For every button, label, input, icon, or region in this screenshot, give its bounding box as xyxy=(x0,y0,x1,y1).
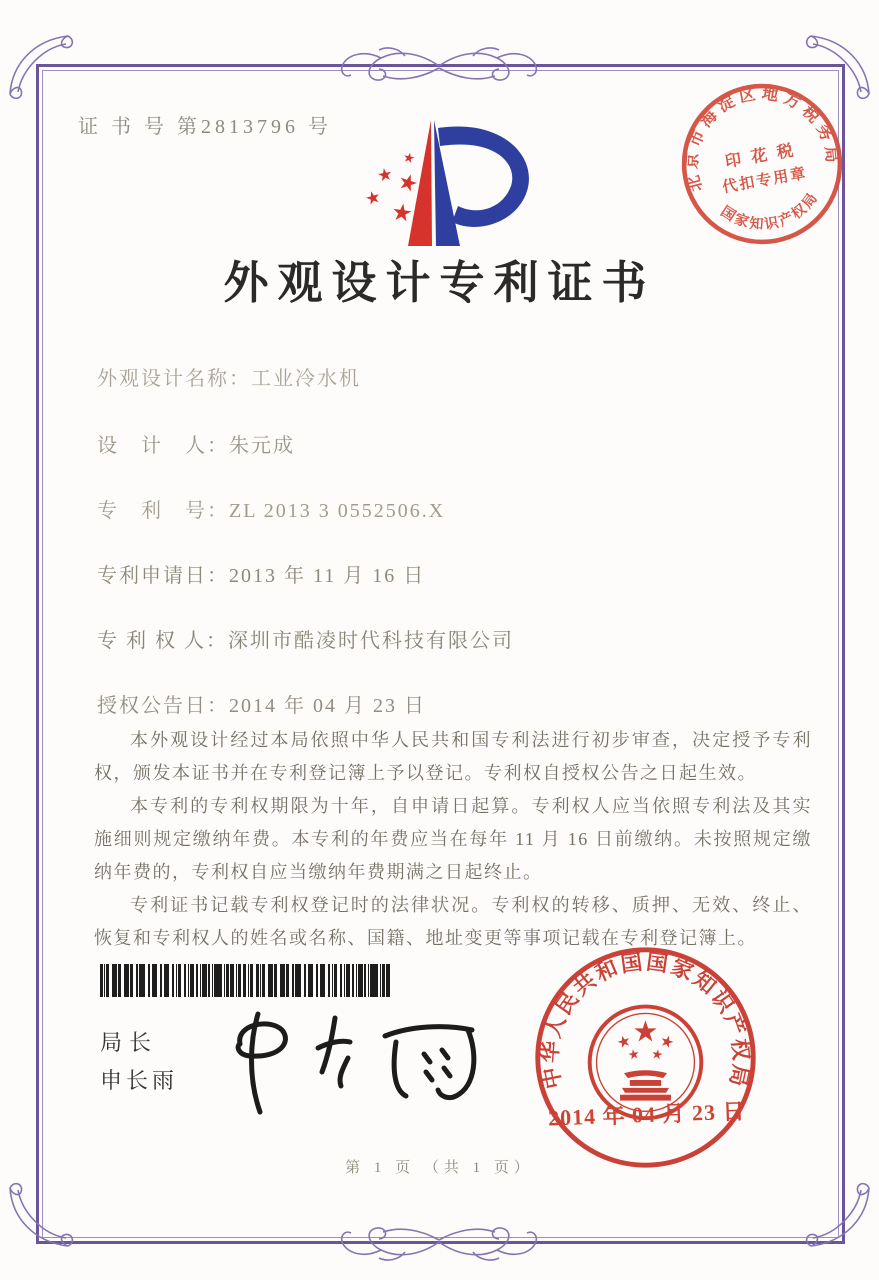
paragraph-term-fees: 本专利的专利权期限为十年，自申请日起算。专利权人应当依照专利法及其实施细则规定缴纳年费。本专利的年费应当在每年 11 月 16 日前缴纳。未按照规定缴纳年费的，专利权自应当缴纳年费期满之日起终止。 xyxy=(94,796,812,882)
field-grant-date xyxy=(97,689,426,718)
star-icon xyxy=(634,1020,656,1041)
field-label: 外观设计名称 xyxy=(97,368,229,390)
field-value: 2013 年 11 月 16 日 xyxy=(229,565,426,587)
field-colon: ： xyxy=(207,695,229,717)
field-value: 朱元成 xyxy=(229,435,295,457)
field-colon: ： xyxy=(207,565,229,587)
tax-stamp-arc-bottom-text: 国家知识产权局 xyxy=(717,189,822,234)
field-colon: ： xyxy=(206,630,228,652)
page-footer: 第 1 页 （共 1 页） xyxy=(345,1160,534,1176)
seal-date-overlay: 2014 年 04 月 23 日 xyxy=(547,1098,746,1131)
field-label: 专 利 权 人 xyxy=(97,630,206,652)
corner-ornament-top-left xyxy=(4,30,74,100)
field-label: 授权公告日 xyxy=(97,695,207,717)
director-signature xyxy=(210,996,510,1124)
field-value: 深圳市酷凌时代科技有限公司 xyxy=(228,630,514,652)
director-name: 申长雨 xyxy=(100,1068,179,1093)
field-colon: ： xyxy=(207,500,229,522)
corner-ornament-bottom-left xyxy=(4,1182,74,1252)
barcode xyxy=(100,964,392,997)
field-design-name xyxy=(97,362,361,391)
field-patentee xyxy=(97,624,514,653)
field-designer xyxy=(97,429,295,458)
tiananmen-roof xyxy=(624,1070,667,1078)
paragraph-grant: 本外观设计经过本局依照中华人民共和国专利法进行初步审查，决定授予专利权，颁发本证书并在专利登记簿上予以登记。专利权自授权公告之日起生效。 xyxy=(94,730,812,783)
field-colon: ： xyxy=(229,368,251,390)
field-value: 2014 年 04 月 23 日 xyxy=(229,695,426,717)
field-application-date xyxy=(97,559,425,588)
corner-ornament-bottom-right xyxy=(805,1182,875,1252)
office-seal xyxy=(528,940,763,1175)
logo-stars xyxy=(365,152,419,222)
top-flourish-ornament xyxy=(309,38,569,94)
field-value: ZL 2013 3 0552506.X xyxy=(229,500,446,522)
legal-text xyxy=(94,724,812,955)
field-value: 工业冷水机 xyxy=(251,368,361,390)
star-icon xyxy=(651,1048,663,1059)
certificate-number: 证 书 号 第2813796 号 xyxy=(78,116,332,138)
paragraph-register: 专利证书记载专利权登记时的法律状况。专利权的转移、质押、无效、终止、恢复和专利权人的姓名或名称、国籍、地址变更等事项记载在专利登记簿上。 xyxy=(94,895,812,948)
certificate-title: 外观设计专利证书 xyxy=(223,258,656,308)
tiananmen-mid xyxy=(622,1088,669,1093)
star-icon xyxy=(392,202,412,222)
tax-stamp-center-line1: 印 花 税 xyxy=(723,141,798,172)
sipo-logo xyxy=(348,116,548,258)
bottom-flourish-ornament xyxy=(309,1214,569,1270)
field-label: 专 利 号 xyxy=(97,500,207,522)
star-icon xyxy=(660,1034,675,1049)
star-icon xyxy=(628,1048,640,1059)
field-label: 设 计 人 xyxy=(97,435,207,457)
director-title: 局长 xyxy=(100,1030,159,1055)
star-icon xyxy=(616,1034,631,1049)
field-colon: ： xyxy=(207,435,229,457)
tax-stamp-seal xyxy=(662,64,861,263)
field-patent-number xyxy=(97,494,445,523)
office-seal-ring-text: 中华人民共和国国家知识产权局 xyxy=(537,949,754,1091)
tiananmen-body xyxy=(630,1080,661,1086)
star-icon xyxy=(403,152,415,164)
tax-stamp-arc-top-text: 北京市海淀区地方税务局 xyxy=(683,85,841,194)
star-icon xyxy=(365,189,381,205)
tax-stamp-center-line2: 代扣专用章 xyxy=(721,164,809,197)
star-icon xyxy=(377,167,392,182)
field-label: 专利申请日 xyxy=(97,565,207,587)
star-icon xyxy=(398,172,419,193)
